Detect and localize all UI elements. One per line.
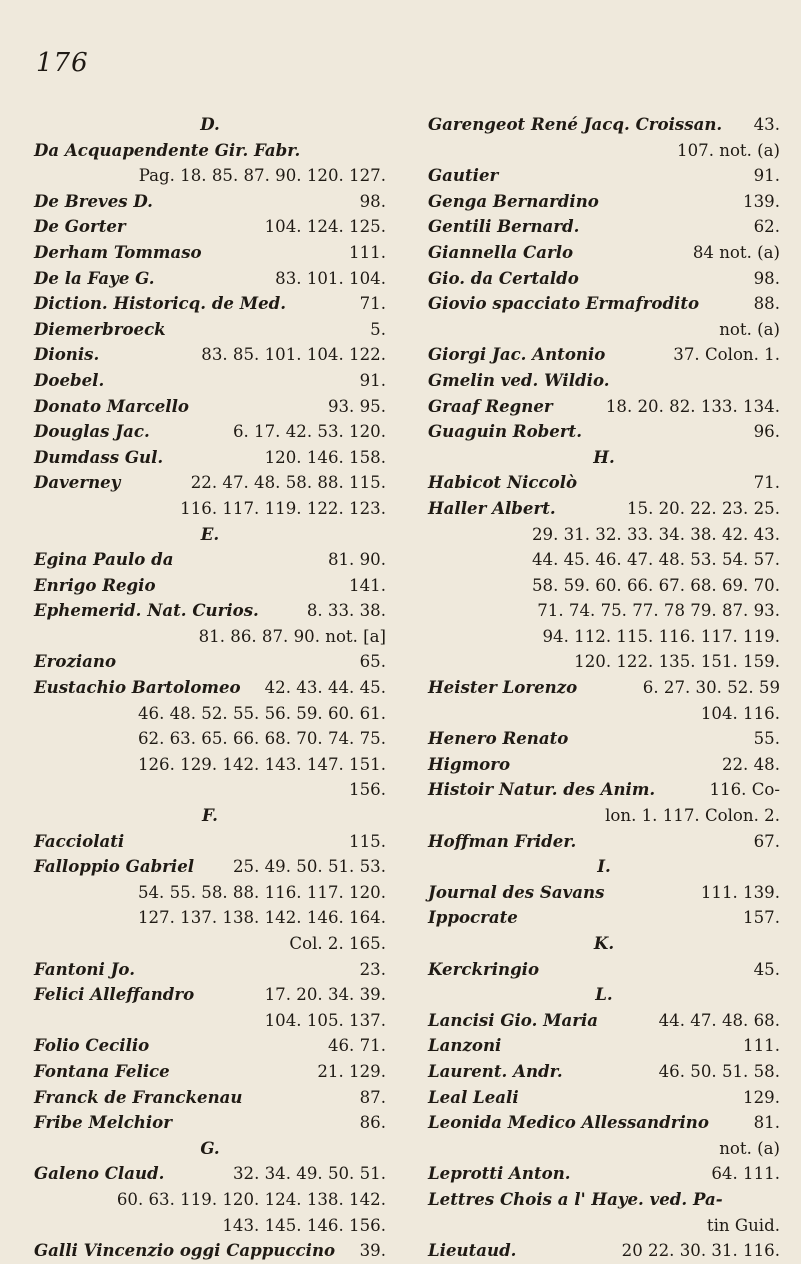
index-entry <box>428 496 780 522</box>
index-entry-continuation <box>34 777 386 803</box>
entry-name: Fontana Felice <box>34 1060 170 1081</box>
entry-page-refs: 18. 20. 82. 133. 134. <box>605 396 780 416</box>
entry-page-refs: 44. 45. 46. 47. 48. 53. 54. 57. <box>531 550 780 570</box>
index-entry <box>428 1110 780 1136</box>
section-letter: D. <box>200 114 220 134</box>
entry-name: Kerckringio <box>428 958 540 979</box>
entry-name: Franck de Franckenau <box>34 1086 243 1107</box>
index-entry-continuation <box>34 880 386 906</box>
index-entry <box>34 598 386 624</box>
index-entry <box>428 777 780 803</box>
index-entry <box>428 752 780 778</box>
index-entry-continuation <box>428 803 780 829</box>
entry-name: Galeno Claud. <box>34 1163 165 1184</box>
index-entry <box>34 675 386 701</box>
entry-page-refs: 62. <box>753 217 780 237</box>
index-entry <box>34 214 386 240</box>
entry-page-refs: 39. <box>359 1241 386 1261</box>
entry-page-refs: 98. <box>753 268 780 288</box>
entry-name: Lieutaud. <box>428 1240 517 1261</box>
entry-page-refs: 46. 48. 52. 55. 56. 59. 60. 61. <box>137 703 386 723</box>
entry-page-refs: 64. 111. <box>711 1164 780 1184</box>
entry-name: Facciolati <box>34 830 125 851</box>
index-entry <box>428 291 780 317</box>
index-entry <box>34 1059 386 1085</box>
index-entry-continuation <box>34 726 386 752</box>
entry-name: Dionis. <box>34 344 100 365</box>
entry-page-refs: 104. 116. <box>700 703 780 723</box>
entry-page-refs: 71. <box>359 294 386 314</box>
index-entry <box>34 291 386 317</box>
entry-name: De la Faye G. <box>34 267 155 288</box>
entry-page-refs: 22. 48. <box>721 754 780 774</box>
entry-page-refs: 67. <box>753 831 780 851</box>
entry-page-refs: 139. <box>743 191 780 211</box>
index-entry <box>34 547 386 573</box>
entry-page-refs: 104. 105. 137. <box>264 1010 386 1030</box>
entry-name: Giovio spacciato Ermafrodito <box>428 293 700 314</box>
index-entry-continuation <box>428 138 780 164</box>
entry-page-refs: 46. 71. <box>327 1036 386 1056</box>
entry-name: Giorgi Jac. Antonio <box>428 344 606 365</box>
entry-name: Ippocrate <box>428 907 518 928</box>
entry-page-refs: 116. Co- <box>709 780 780 800</box>
entry-name: Gmelin ved. Wildio. <box>428 369 610 390</box>
index-entry <box>34 1110 386 1136</box>
entry-name: Felici Alleffandro <box>34 984 195 1005</box>
entry-page-refs: 43. <box>753 115 780 134</box>
index-entry-continuation <box>34 931 386 957</box>
index-entry <box>34 189 386 215</box>
entry-page-refs: 87. <box>359 1087 386 1107</box>
section-letter: F. <box>202 805 218 826</box>
index-entry-continuation <box>34 163 386 189</box>
entry-page-refs: 6. 17. 42. 53. 120. <box>232 422 386 442</box>
entry-page-refs: 65. <box>359 652 386 672</box>
section-letter: H. <box>593 446 615 467</box>
index-entry-continuation <box>34 701 386 727</box>
index-entry <box>34 1085 386 1111</box>
entry-page-refs: Col. 2. 165. <box>289 934 386 953</box>
entry-page-refs: 96. <box>753 422 780 442</box>
entry-name: Leal Leali <box>428 1086 519 1107</box>
entry-page-refs: 91. <box>359 370 386 390</box>
entry-page-refs: tin Guid. <box>706 1215 780 1235</box>
section-letter: G. <box>200 1137 220 1158</box>
section-letter: K. <box>593 933 615 953</box>
index-entry-continuation <box>428 317 780 343</box>
entry-page-refs: 107. not. (a) <box>677 140 780 160</box>
entry-name: Hoffman Frider. <box>428 830 577 851</box>
index-entry <box>428 189 780 215</box>
index-entry <box>428 1161 780 1187</box>
entry-name: Daverney <box>34 472 121 493</box>
entry-page-refs: 84 not. (a) <box>692 242 780 262</box>
index-entry-continuation <box>34 905 386 931</box>
index-entry <box>428 214 780 240</box>
entry-page-refs: 71. <box>753 473 780 493</box>
entry-page-refs: 81. <box>753 1113 780 1133</box>
index-entry <box>34 957 386 983</box>
index-entry-continuation <box>428 1213 780 1239</box>
index-entry <box>34 1161 386 1187</box>
entry-name: Ephemerid. Nat. Curios. <box>34 600 259 621</box>
entry-name: Enrigo Regio <box>34 574 156 595</box>
index-entry <box>428 419 780 445</box>
entry-page-refs: 143. 145. 146. 156. <box>222 1215 386 1235</box>
entry-page-refs: 5. <box>370 319 386 339</box>
entry-page-refs: 126. 129. 142. 143. 147. 151. <box>137 754 386 774</box>
entry-name: De Gorter <box>34 216 126 237</box>
index-entry <box>428 1187 780 1213</box>
entry-page-refs: 25. 49. 50. 51. 53. <box>232 857 386 877</box>
entry-page-refs: 8. 33. 38. <box>306 601 386 621</box>
entry-name: Gentili Bernard. <box>428 216 580 237</box>
entry-page-refs: 94. 112. 115. 116. 117. 119. <box>542 626 780 646</box>
entry-page-refs: 20 22. 30. 31. 116. <box>621 1241 780 1261</box>
section-letter: L. <box>595 984 613 1005</box>
index-entry <box>428 163 780 189</box>
index-entry <box>34 470 386 496</box>
index-entry-continuation <box>34 624 386 650</box>
entry-page-refs: 83. 101. 104. <box>275 268 386 288</box>
entry-name: Guaguin Robert. <box>428 421 583 442</box>
entry-page-refs: 83. 85. 101. 104. 122. <box>201 345 386 365</box>
entry-page-refs: not. (a) <box>719 1138 780 1158</box>
index-entry <box>34 649 386 675</box>
index-entry <box>34 317 386 343</box>
index-entry-continuation <box>428 624 780 650</box>
index-entry <box>34 394 386 420</box>
entry-name: Journal des Savans <box>428 881 605 902</box>
entry-page-refs: 86. <box>359 1113 386 1133</box>
entry-name: De Breves D. <box>34 190 153 211</box>
entry-name: Giannella Carlo <box>428 241 574 262</box>
index-entry <box>428 829 780 855</box>
entry-page-refs: 60. 63. 119. 120. 124. 138. 142. <box>116 1189 386 1209</box>
index-entry-continuation <box>428 547 780 573</box>
entry-name: Falloppio Gabriel <box>34 856 195 877</box>
index-entry <box>34 266 386 292</box>
entry-name: Diction. Historicq. de Med. <box>34 293 287 314</box>
index-entry <box>34 368 386 394</box>
entry-page-refs: 17. 20. 34. 39. <box>264 985 386 1005</box>
entry-page-refs: 21. 129. <box>317 1061 386 1081</box>
index-entry <box>428 394 780 420</box>
entry-page-refs: 120. 146. 158. <box>264 447 386 467</box>
entry-page-refs: not. (a) <box>719 319 780 339</box>
entry-page-refs: 45. <box>753 959 780 979</box>
entry-page-refs: 46. 50. 51. 58. <box>658 1061 780 1081</box>
entry-name: Laurent. Andr. <box>428 1060 563 1081</box>
entry-page-refs: 22. 47. 48. 58. 88. 115. <box>190 473 386 493</box>
index-entry <box>428 1008 780 1034</box>
index-entry <box>34 342 386 368</box>
entry-page-refs: 37. Colon. 1. <box>673 345 780 365</box>
index-entry <box>34 854 386 880</box>
index-entry <box>34 445 386 471</box>
entry-name: Donato Marcello <box>34 395 189 416</box>
index-entry-continuation <box>428 522 780 548</box>
index-column-right <box>428 112 780 1264</box>
entry-name: Da Acquapendente Gir. Fabr. <box>34 139 301 160</box>
index-entry-continuation <box>34 752 386 778</box>
index-entry <box>428 675 780 701</box>
page-number: 176 <box>36 48 89 78</box>
entry-name: Leonida Medico Allessandrino <box>428 1112 709 1133</box>
entry-name: Fantoni Jo. <box>34 958 135 979</box>
index-entry <box>428 726 780 752</box>
entry-name: Lettres Chois a l' Haye. ved. Pa- <box>428 1188 723 1209</box>
entry-name: Higmoro <box>428 753 511 774</box>
entry-name: Genga Bernardino <box>428 190 599 211</box>
index-column-left <box>34 112 386 1264</box>
entry-name: Lanzoni <box>428 1035 502 1056</box>
index-entry <box>428 880 780 906</box>
entry-name: Heister Lorenzo <box>428 677 578 698</box>
entry-page-refs: 129. <box>743 1087 780 1107</box>
entry-name: Histoir Natur. des Anim. <box>428 779 656 800</box>
entry-name: Galli Vincenzio oggi Cappuccino <box>34 1240 336 1261</box>
entry-page-refs: 62. 63. 65. 66. 68. 70. 74. 75. <box>137 729 386 749</box>
entry-name: Egina Paulo da <box>34 549 174 570</box>
entry-name: Leprotti Anton. <box>428 1163 571 1184</box>
entry-page-refs: 116. 117. 119. 122. 123. <box>180 498 386 518</box>
entry-page-refs: 55. <box>753 729 780 749</box>
entry-name: Garengeot René Jacq. Croissan. <box>428 114 723 134</box>
section-letter: E. <box>200 523 220 544</box>
index-entry-continuation <box>428 649 780 675</box>
entry-page-refs: 111. <box>743 1036 780 1056</box>
index-entry <box>428 1033 780 1059</box>
entry-name: Lancisi Gio. Maria <box>428 1009 599 1030</box>
index-entry <box>428 905 780 931</box>
entry-page-refs: 127. 137. 138. 142. 146. 164. <box>137 908 386 928</box>
entry-name: Folio Cecilio <box>34 1035 150 1056</box>
entry-name: Derham Tommaso <box>34 241 202 262</box>
entry-name: Douglas Jac. <box>34 421 150 442</box>
index-entry <box>428 240 780 266</box>
index-entry <box>428 957 780 983</box>
entry-page-refs: 44. 47. 48. 68. <box>658 1010 780 1030</box>
entry-page-refs: 115. <box>349 831 386 851</box>
entry-page-refs: 81. 90. <box>327 550 386 570</box>
index-entry <box>34 573 386 599</box>
entry-name: Doebel. <box>34 369 105 390</box>
index-entry <box>428 368 780 394</box>
index-entry <box>428 112 780 138</box>
entry-name: Eustachio Bartolomeo <box>34 677 241 698</box>
index-entry <box>428 470 780 496</box>
index-entry <box>428 266 780 292</box>
index-entry-continuation <box>428 1136 780 1162</box>
entry-page-refs: Pag. 18. 85. 87. 90. 120. 127. <box>138 166 386 186</box>
entry-name: Diemerbroeck <box>34 318 166 339</box>
entry-page-refs: 111. <box>349 242 386 262</box>
entry-page-refs: 157. <box>743 908 780 928</box>
index-entry-continuation <box>428 573 780 599</box>
entry-page-refs: 81. 86. 87. 90. not. [a] <box>198 626 386 646</box>
entry-page-refs: 104. 124. 125. <box>264 217 386 237</box>
index-entry <box>34 829 386 855</box>
index-entry <box>34 240 386 266</box>
entry-page-refs: 42. 43. 44. 45. <box>264 678 386 698</box>
entry-page-refs: 29. 31. 32. 33. 34. 38. 42. 43. <box>531 524 780 544</box>
entry-page-refs: 88. <box>753 294 780 314</box>
index-entry <box>428 1238 780 1264</box>
entry-page-refs: 98. <box>359 191 386 211</box>
entry-page-refs: 71. 74. 75. 77. 78 79. 87. 93. <box>537 601 780 621</box>
entry-page-refs: 156. <box>349 780 386 800</box>
entry-page-refs: 6. 27. 30. 52. 59 <box>642 678 780 698</box>
entry-page-refs: 23. <box>359 959 386 979</box>
entry-name: Haller Albert. <box>428 497 556 518</box>
entry-page-refs: lon. 1. 117. Colon. 2. <box>605 806 780 826</box>
index-entry-continuation <box>34 496 386 522</box>
entry-page-refs: 15. 20. 22. 23. 25. <box>626 498 780 518</box>
entry-name: Dumdass Gul. <box>34 446 164 467</box>
index-entry <box>428 1059 780 1085</box>
section-letter: I. <box>597 856 611 877</box>
entry-name: Gio. da Certaldo <box>428 267 579 288</box>
index-entry-continuation <box>34 1213 386 1239</box>
entry-page-refs: 111. 139. <box>700 882 780 902</box>
entry-name: Graaf Regner <box>428 395 553 416</box>
entry-name: Henero Renato <box>428 728 569 749</box>
index-entry <box>34 982 386 1008</box>
entry-page-refs: 91. <box>753 166 780 186</box>
index-entry <box>34 1033 386 1059</box>
index-entry <box>34 1238 386 1264</box>
index-entry-continuation <box>34 1187 386 1213</box>
entry-page-refs: 120. 122. 135. 151. 159. <box>574 652 780 672</box>
index-entry <box>428 1085 780 1111</box>
entry-page-refs: 58. 59. 60. 66. 67. 68. 69. 70. <box>531 575 780 595</box>
entry-page-refs: 32. 34. 49. 50. 51. <box>232 1164 386 1184</box>
index-entry <box>34 419 386 445</box>
entry-name: Eroziano <box>34 651 117 672</box>
entry-page-refs: 93. 95. <box>327 396 386 416</box>
entry-name: Fribe Melchior <box>34 1112 172 1133</box>
entry-name: Gautier <box>428 165 499 186</box>
entry-page-refs: 54. 55. 58. 88. 116. 117. 120. <box>137 882 386 902</box>
index-entry <box>34 138 386 164</box>
index-entry-continuation <box>428 701 780 727</box>
index-entry-continuation <box>428 598 780 624</box>
entry-page-refs: 141. <box>349 575 386 595</box>
entry-name: Habicot Niccolò <box>428 472 578 493</box>
index-entry <box>428 342 780 368</box>
index-entry-continuation <box>34 1008 386 1034</box>
